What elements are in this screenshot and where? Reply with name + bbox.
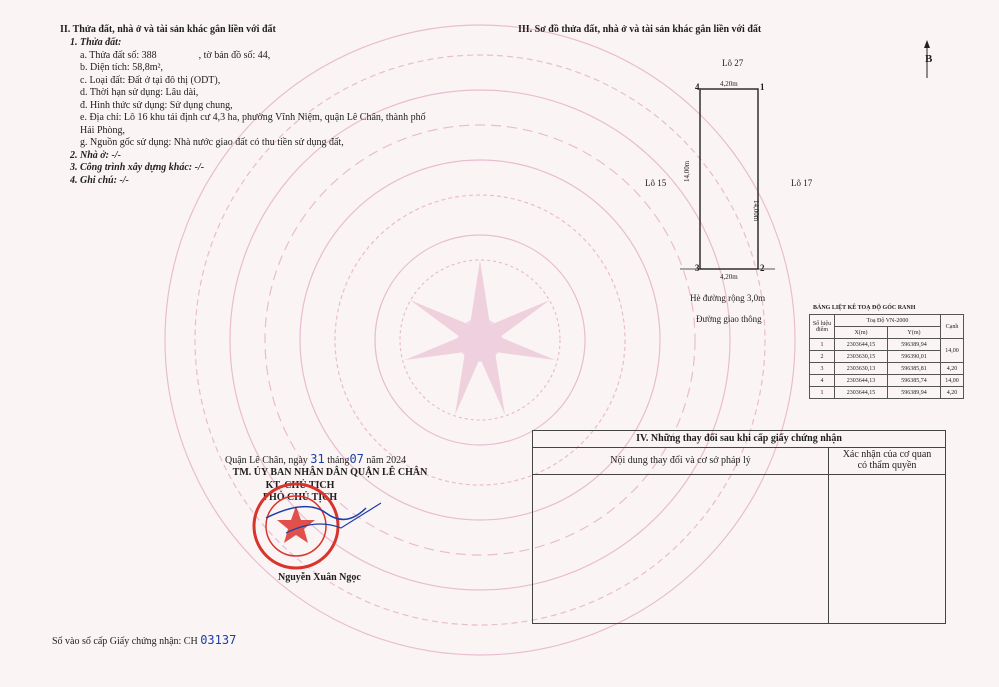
sidewalk-label: Hè đường rộng 3,0m — [690, 293, 766, 303]
registry-line — [52, 633, 236, 647]
row-x: 2303644,13 — [835, 375, 888, 387]
dim-bottom: 4,20m — [720, 273, 738, 281]
date-year: năm 2024 — [366, 455, 407, 466]
lot-top: Lô 27 — [722, 58, 744, 68]
dim-right: 14,00m — [752, 200, 760, 222]
row-y: 596389,94 — [888, 387, 941, 399]
north-label: B — [925, 53, 933, 65]
signer-name: Nguyễn Xuân Ngọc — [278, 572, 361, 583]
col-y: Y(m) — [888, 327, 941, 339]
registry-number: 03137 — [200, 633, 237, 647]
row-x: 2303644,15 — [835, 387, 888, 399]
col-x: X(m) — [835, 327, 888, 339]
row-edge: 4,20 — [941, 363, 964, 375]
row-edge: 14,00 — [941, 375, 964, 387]
land-type: c. Loại đất: Đất ở tại đô thị (ODT), — [80, 74, 221, 86]
corner-4: 4 — [695, 82, 700, 92]
dim-top: 4,20m — [720, 80, 738, 88]
other-construction: 3. Công trình xây dựng khác: -/- — [70, 162, 205, 173]
row-point: 3 — [810, 363, 835, 375]
area: b. Diện tích: 58,8m², — [80, 62, 163, 73]
lot-right: Lô 17 — [791, 178, 813, 188]
signer-role-2: PHÓ CHỦ TỊCH — [262, 492, 338, 503]
signer-role-1: KT. CHỦ TỊCH — [265, 480, 335, 491]
lot-left: Lô 15 — [645, 178, 667, 188]
use-form: đ. Hình thức sử dụng: Sử dụng chung, — [80, 99, 233, 111]
issuing-org: TM. ỦY BAN NHÂN DÂN QUẬN LÊ CHÂN — [232, 467, 428, 478]
place-date — [225, 452, 406, 466]
row-x: 2303644,15 — [835, 339, 888, 351]
coord-table-title: BẢNG LIỆT KÊ TOẠ ĐỘ GÓC RANH — [813, 305, 916, 311]
row-x: 2303630,15 — [835, 351, 888, 363]
land-heading: 1. Thửa đất: — [70, 37, 122, 48]
address-line-2: Hải Phòng, — [80, 124, 125, 136]
official-seal-icon — [246, 478, 386, 578]
road-label: Đường giao thông — [696, 314, 762, 324]
col-content: Nội dung thay đổi và cơ sở pháp lý — [610, 455, 751, 466]
parcel-number: a. Thửa đất số: 388 — [80, 49, 157, 61]
land-details — [70, 37, 426, 187]
col-confirm-line-1: Xác nhận của cơ quan — [842, 449, 932, 460]
corner-3: 3 — [695, 263, 700, 273]
land-origin: g. Nguồn gốc sử dụng: Nhà nước giao đất có thu tiền sử dụng đất, — [80, 137, 344, 148]
section3-title: III. Sơ đồ thửa đất, nhà ở và tài sản khác gắn liền với đất — [518, 24, 762, 35]
row-edge: 14,00 — [941, 339, 964, 363]
col-confirm — [829, 449, 945, 471]
use-term: d. Thời hạn sử dụng: Lâu dài, — [80, 87, 199, 98]
place-date-prefix: Quận Lê Chân, ngày — [225, 455, 308, 466]
row-y: 596385,74 — [888, 375, 941, 387]
parcel-line — [80, 50, 426, 63]
row-y: 596390,01 — [888, 351, 941, 363]
table-row — [810, 387, 964, 399]
table-row — [810, 363, 964, 375]
changes-table — [532, 430, 946, 624]
row-edge: 4,20 — [941, 387, 964, 399]
table-row — [810, 351, 964, 363]
col-confirm-line-2: có thẩm quyền — [857, 460, 917, 471]
registry-label: Số vào sổ cấp Giấy chứng nhận: CH — [52, 636, 198, 647]
map-sheet: , tờ bản đồ số: 44, — [198, 49, 271, 61]
row-point: 1 — [810, 387, 835, 399]
changes-header-row — [533, 448, 945, 475]
corner-1: 1 — [760, 82, 765, 92]
signature-stroke — [266, 507, 366, 520]
dim-left: 14,00m — [683, 160, 691, 182]
table-row — [810, 375, 964, 387]
column-divider — [828, 448, 829, 623]
row-x: 2303630,13 — [835, 363, 888, 375]
date-month: 07 — [349, 452, 364, 466]
col-system: Toạ Độ VN-2000 — [835, 315, 941, 327]
month-label: tháng — [327, 455, 350, 466]
house: 2. Nhà ở: -/- — [70, 149, 121, 161]
date-day: 31 — [310, 452, 325, 466]
col-point: Số hiệu điểm — [810, 315, 835, 339]
row-point: 1 — [810, 339, 835, 351]
row-y: 596385,81 — [888, 363, 941, 375]
note: 4. Ghi chú: -/- — [70, 174, 129, 186]
row-point: 4 — [810, 375, 835, 387]
corner-2: 2 — [760, 263, 765, 273]
row-y: 596389,94 — [888, 339, 941, 351]
col-edge: Cạnh — [941, 315, 964, 339]
address-line-1: e. Địa chỉ: Lô 16 khu tái định cư 4,3 ha, phường Vĩnh Niệm, quận Lê Chân, thành phố — [80, 112, 426, 123]
section4-title: IV. Những thay đổi sau khi cấp giấy chứng nhận — [533, 431, 945, 448]
row-point: 2 — [810, 351, 835, 363]
coord-table — [809, 314, 964, 399]
section2-title: II. Thửa đất, nhà ở và tài sản khác gắn liền với đất — [60, 24, 276, 35]
table-row — [810, 339, 964, 351]
